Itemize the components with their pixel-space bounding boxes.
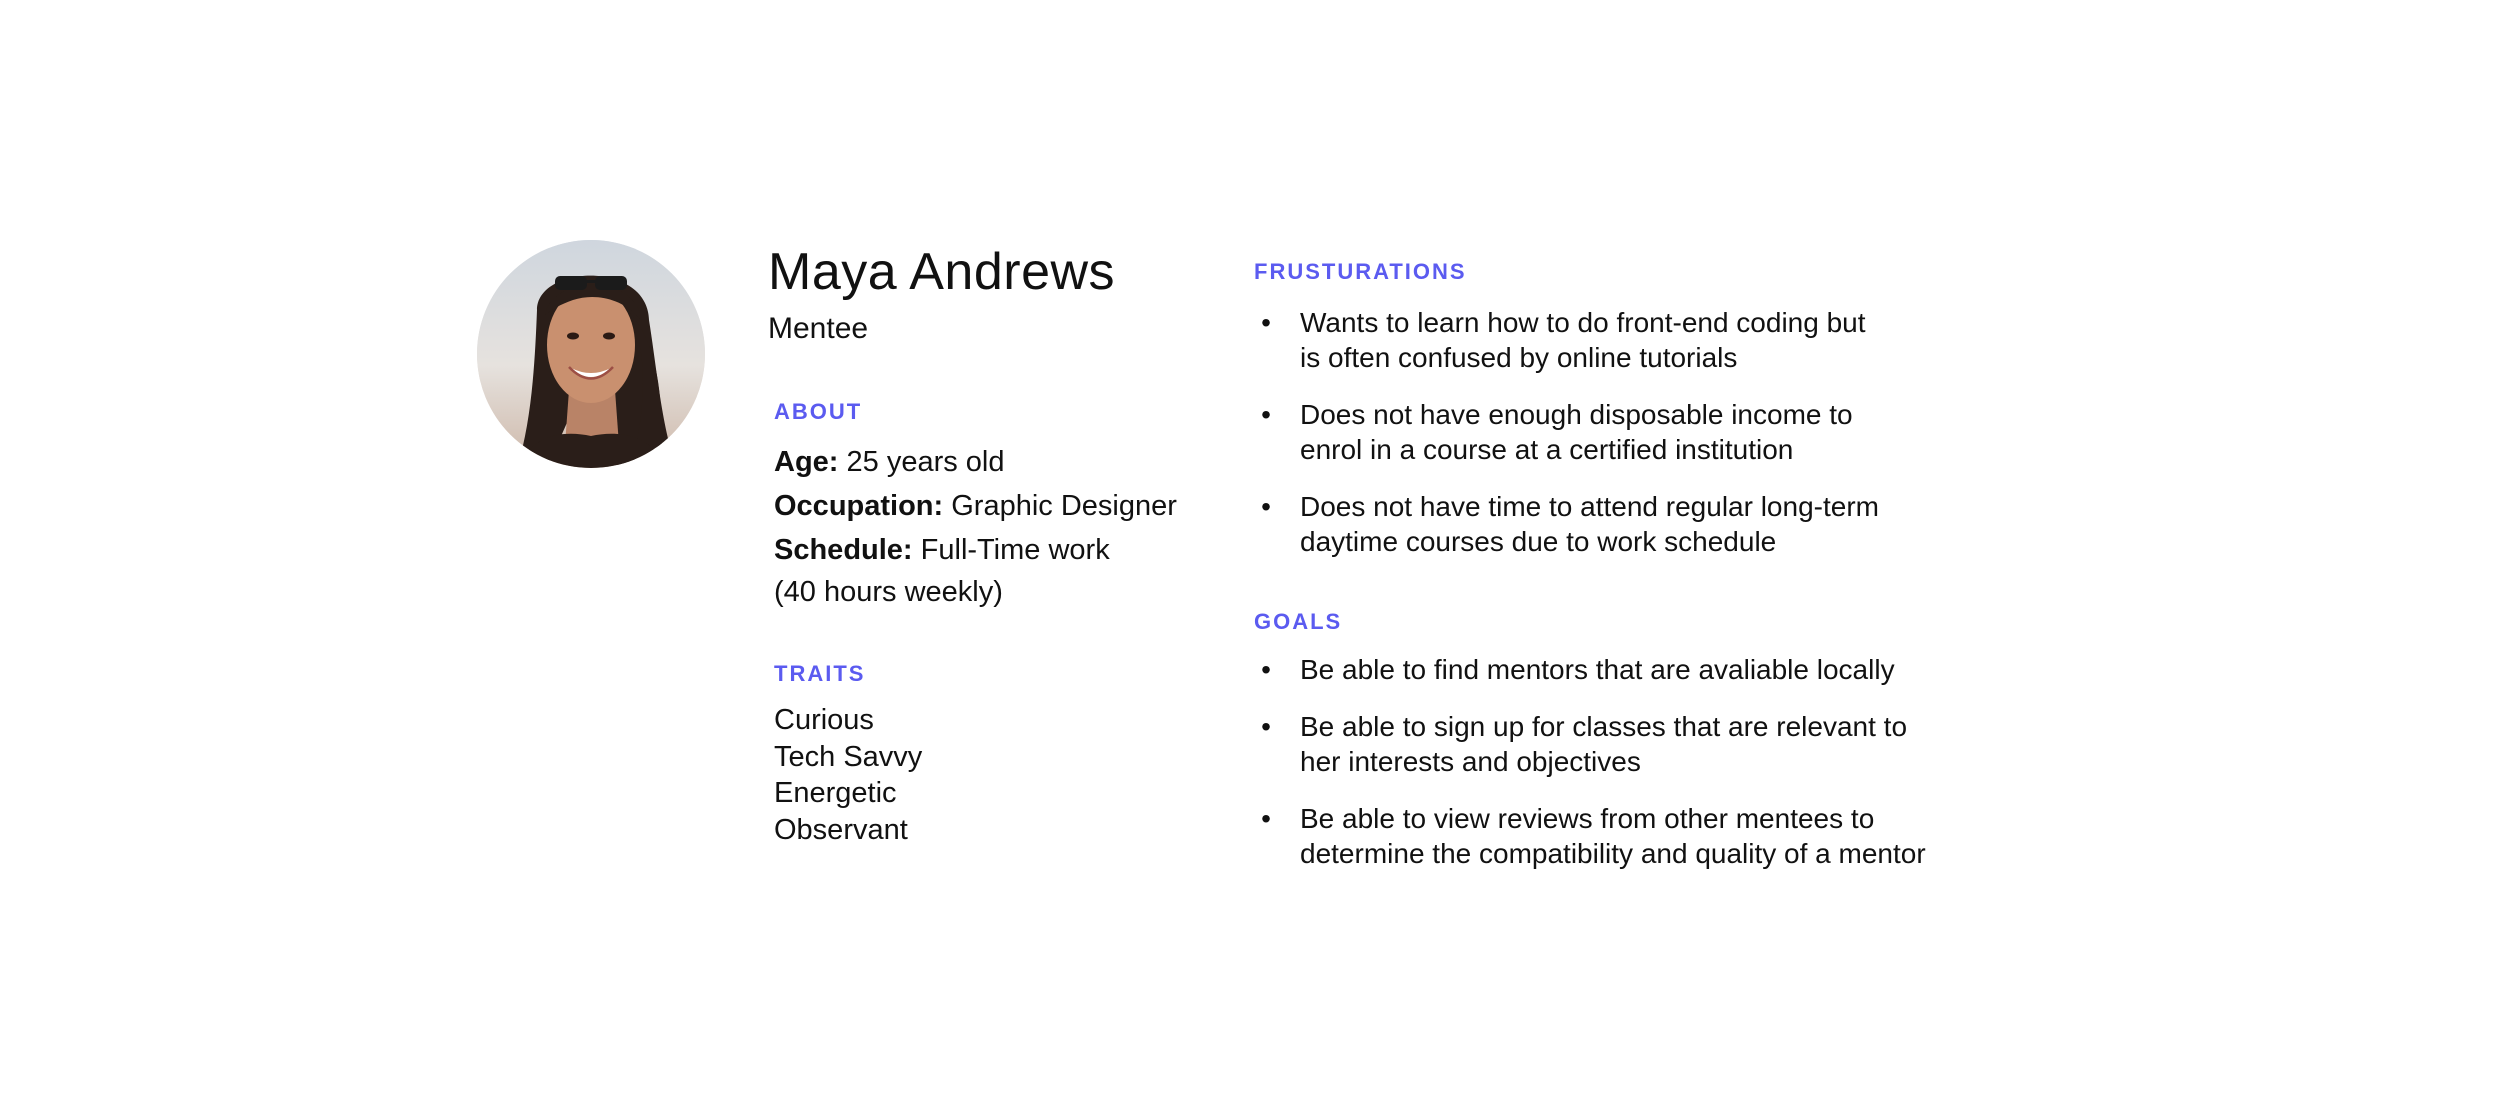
- about-age: [774, 440, 1177, 484]
- age-value: 25 years old: [846, 446, 1005, 478]
- goal-line: Be able to sign up for classes that are relevant to: [1300, 711, 1908, 742]
- schedule-value: Full-Time work: [920, 534, 1110, 566]
- trait-item: Observant: [774, 813, 908, 846]
- frustration-line: Wants to learn how to do front-end coding but: [1300, 307, 1866, 338]
- bullet-icon: •: [1261, 803, 1271, 834]
- goal-item: [1256, 801, 1926, 871]
- traits-heading: TRAITS: [774, 661, 866, 686]
- trait-item: Tech Savvy: [774, 740, 923, 773]
- goals-list: [1256, 652, 1926, 893]
- about-schedule: [774, 528, 1177, 572]
- bullet-icon: •: [1261, 491, 1271, 522]
- goal-item: [1256, 652, 1926, 687]
- frustration-line: enrol in a course at a certified institution: [1300, 434, 1794, 465]
- about-occupation: [774, 484, 1177, 528]
- trait-item: Energetic: [774, 777, 897, 809]
- schedule-label: Schedule:: [774, 534, 913, 566]
- goal-item: [1256, 709, 1926, 779]
- bullet-icon: •: [1261, 307, 1271, 338]
- goal-line: Be able to view reviews from other mentees to: [1300, 803, 1875, 834]
- frustration-item: [1256, 489, 1879, 559]
- bullet-icon: •: [1261, 711, 1271, 742]
- frustration-line: daytime courses due to work schedule: [1300, 526, 1777, 557]
- about-heading: ABOUT: [774, 399, 863, 424]
- goals-heading: GOALS: [1254, 609, 1343, 634]
- frustrations-heading: FRUSTURATIONS: [1254, 259, 1467, 284]
- goal-line: her interests and objectives: [1300, 746, 1641, 777]
- bullet-icon: •: [1261, 654, 1271, 685]
- age-label: Age:: [774, 446, 839, 478]
- occupation-label: Occupation:: [774, 490, 944, 522]
- goal-line: Be able to find mentors that are avaliable locally: [1300, 654, 1895, 685]
- bullet-icon: •: [1261, 399, 1271, 430]
- trait-item: Curious: [774, 704, 874, 736]
- portrait-photo-icon: [477, 240, 705, 468]
- avatar: [477, 240, 705, 468]
- frustration-item: [1256, 397, 1879, 467]
- goal-line: determine the compatibility and quality of a mentor: [1300, 838, 1926, 869]
- frustrations-list: [1256, 305, 1879, 581]
- about-list: [774, 440, 1177, 612]
- persona-name: Maya Andrews: [768, 243, 1116, 301]
- frustration-item: [1256, 305, 1879, 375]
- schedule-value-continued: (40 hours weekly): [774, 576, 1003, 608]
- occupation-value: Graphic Designer: [951, 490, 1177, 522]
- frustration-line: is often confused by online tutorials: [1300, 342, 1738, 373]
- frustration-line: Does not have time to attend regular long-term: [1300, 491, 1879, 522]
- traits-list: [774, 702, 922, 848]
- persona-role: Mentee: [768, 312, 869, 345]
- frustration-line: Does not have enough disposable income to: [1300, 399, 1853, 430]
